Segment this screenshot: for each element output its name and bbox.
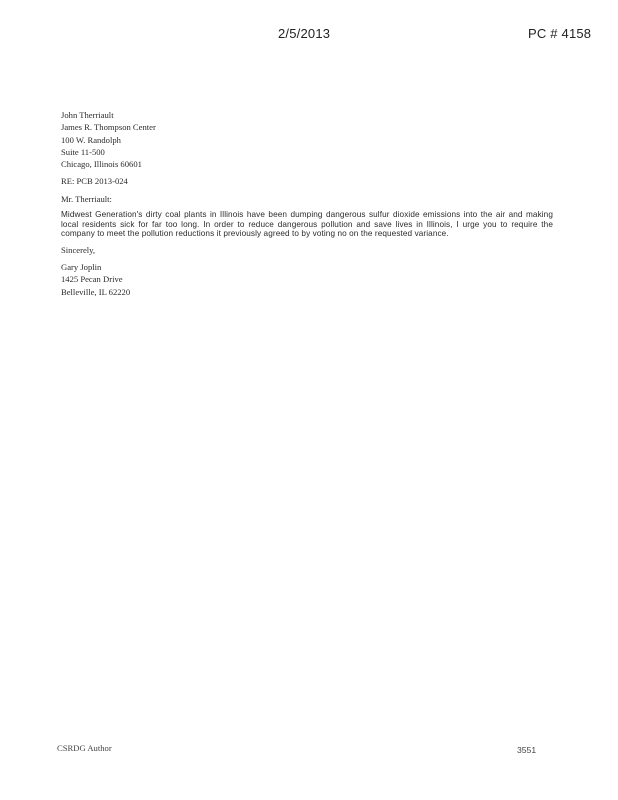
recipient-street: 100 W. Randolph [61, 134, 121, 145]
recipient-name: John Therriault [61, 110, 114, 120]
recipient-address [61, 109, 553, 170]
letter-paragraph: Midwest Generation's dirty coal plants in Illinois have been dumping dangerous sulfur dioxide emissions into the air and making local residents sick for far too long. In order to reduce dangerous pollution and save lives in Illinois, I urge you to require the company to meet the pollution reductions it previously agreed to by voting no on the requested variance. [61, 210, 553, 239]
letter-body [61, 109, 553, 298]
footer-page-number: 3551 [517, 745, 537, 755]
public-comment-number: PC # 4158 [528, 26, 592, 41]
document-date: 2/5/2013 [278, 26, 331, 41]
re-line: RE: PCB 2013-024 [61, 176, 128, 187]
closing: Sincerely, [61, 244, 96, 255]
footer-author: CSRDG Author [57, 743, 112, 753]
sender-city: Belleville, IL 62220 [61, 286, 131, 297]
sender-address [61, 261, 553, 298]
recipient-building: James R. Thompson Center [61, 122, 156, 133]
salutation: Mr. Therriault: [61, 193, 112, 204]
recipient-suite: Suite 11-500 [61, 146, 105, 157]
sender-street: 1425 Pecan Drive [61, 274, 123, 285]
sender-name: Gary Joplin [61, 262, 102, 273]
recipient-city: Chicago, Illinois 60601 [61, 159, 142, 170]
